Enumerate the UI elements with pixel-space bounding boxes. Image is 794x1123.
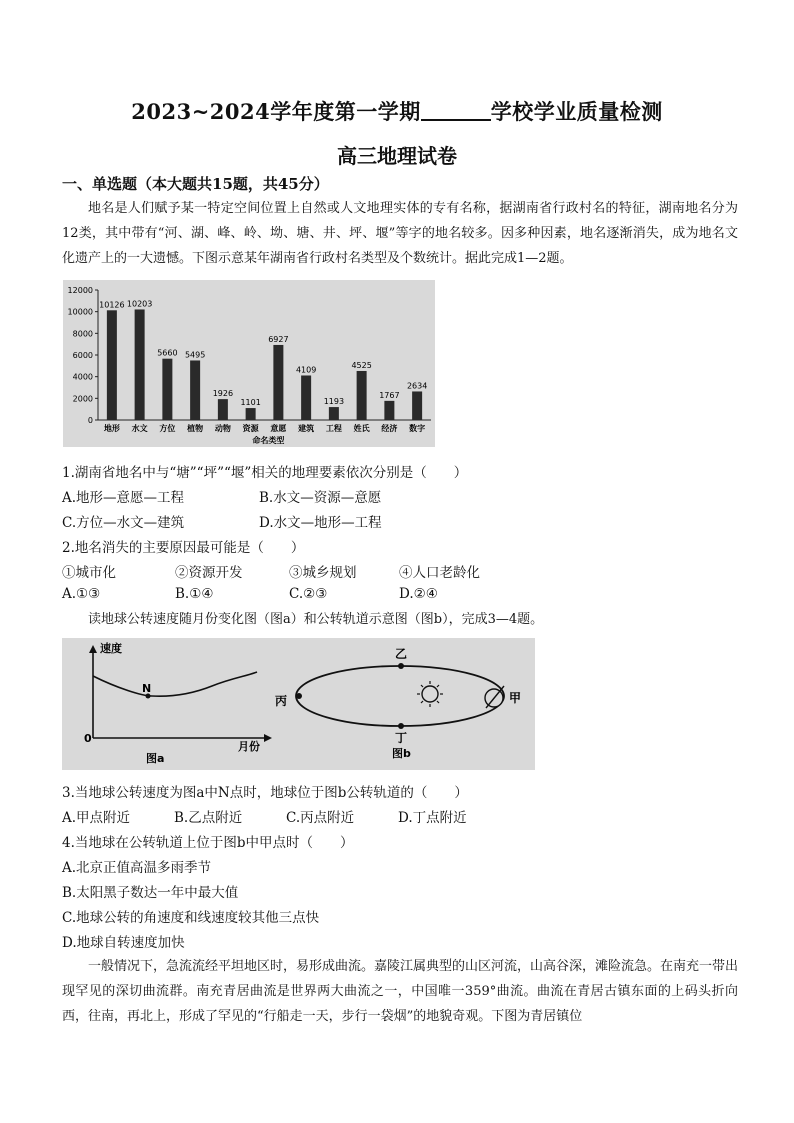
fig-a-origin: 0 bbox=[84, 732, 92, 745]
category-label: 数字 bbox=[409, 424, 426, 433]
q3-option-c[interactable]: C.丙点附近 bbox=[286, 810, 355, 826]
bar-value-label: 1926 bbox=[212, 389, 234, 399]
q2-option-a[interactable]: A.①③ bbox=[62, 586, 101, 602]
fig-b-caption: 图b bbox=[392, 747, 411, 760]
category-label: 资源 bbox=[242, 424, 259, 433]
q1-option-b[interactable]: B.水文—资源—意愿 bbox=[259, 490, 382, 506]
orbit-diagram bbox=[62, 638, 535, 770]
bar bbox=[384, 401, 394, 420]
fig-a-caption: 图a bbox=[146, 752, 165, 765]
q2-item-2: ②资源开发 bbox=[175, 565, 243, 581]
q4-option-b[interactable]: B.太阳黑子数达一年中最大值 bbox=[62, 885, 239, 901]
bar-value-label: 4525 bbox=[351, 360, 372, 370]
bar bbox=[107, 310, 117, 420]
category-label: 水文 bbox=[131, 424, 148, 433]
q1-stem: 1.湖南省地名中与“塘”“坪”“堰”相关的地理要素依次分别是（ ） bbox=[62, 465, 468, 481]
y-tick-label: 6000 bbox=[72, 351, 93, 360]
q4-option-d[interactable]: D.地球自转速度加快 bbox=[62, 935, 185, 951]
bar-value-label: 10126 bbox=[99, 300, 125, 310]
bar-value-label: 2634 bbox=[406, 381, 428, 391]
fig-b-label-bing: 丙 bbox=[275, 694, 288, 708]
bar-value-label: 10203 bbox=[126, 299, 153, 309]
q2-stem: 2.地名消失的主要原因最可能是（ ） bbox=[62, 540, 305, 556]
fig-a-speed-curve bbox=[93, 672, 257, 696]
fig-b-point-bing bbox=[296, 693, 302, 699]
fig-a-x-arrow bbox=[264, 734, 272, 742]
bar bbox=[329, 407, 339, 420]
y-tick-label: 10000 bbox=[67, 307, 93, 317]
q1-option-d[interactable]: D.水文—地形—工程 bbox=[259, 515, 382, 531]
fig-b-point-ding bbox=[398, 723, 404, 729]
bar bbox=[301, 375, 311, 420]
category-label: 建筑 bbox=[298, 424, 315, 433]
bar-value-label: 4109 bbox=[295, 365, 317, 375]
school-name-blank bbox=[421, 101, 491, 121]
bar bbox=[357, 371, 367, 420]
q3-option-a[interactable]: A.甲点附近 bbox=[62, 810, 131, 826]
title-part2: 学校学业质量检测 bbox=[490, 99, 663, 124]
bar-value-label: 1101 bbox=[240, 398, 261, 408]
y-tick-label: 2000 bbox=[72, 394, 93, 404]
q2-item-3: ③城乡规划 bbox=[289, 565, 357, 581]
bar-value-label: 1193 bbox=[323, 397, 345, 407]
category-label: 方位 bbox=[159, 424, 176, 433]
section-heading: 一、单选题（本大题共15题，共45分） bbox=[62, 175, 329, 193]
q3-option-b[interactable]: B.乙点附近 bbox=[174, 810, 243, 826]
passage-3: 一般情况下，急流流经平坦地区时，易形成曲流。嘉陵江属典型的山区河流，山高谷深，滩险流急。在南充一带出现罕见的深切曲流群。南充青居曲流是世界两大曲流之一，中国唯一359°曲流。曲流在青居古镇东面的上码头折向西，往南，再北上，形成了罕见的“行船走一天，步行一袋烟”的地貌奇观。下图为青居镇位 bbox=[62, 959, 739, 1024]
x-axis-label: 命名类型 bbox=[252, 436, 285, 445]
fig-a-n-label: N bbox=[142, 682, 152, 695]
category-label: 地形 bbox=[103, 424, 120, 433]
bar bbox=[218, 399, 228, 420]
bar-value-label: 1767 bbox=[379, 390, 400, 400]
bar bbox=[273, 345, 283, 420]
category-label: 植物 bbox=[187, 424, 204, 433]
bar bbox=[190, 360, 200, 420]
bar bbox=[246, 408, 256, 420]
passage-1: 地名是人们赋予某一特定空间位置上自然或人文地理实体的专有名称，据湖南省行政村名的特征，湖南地名分为12类，其中带有“河、湖、峰、岭、坳、塘、井、坪、堰”等字的地名较多。因多种因素，地名逐渐消失，成为地名文化遗产上的一大遗憾。下图示意某年湖南省行政村名类型及个数统计。据此完成1—2题。 bbox=[62, 201, 738, 266]
passage-2: 读地球公转速度随月份变化图（图a）和公转轨道示意图（图b），完成3—4题。 bbox=[88, 612, 544, 627]
title-part1: 2023~2024学年度第一学期 bbox=[131, 99, 421, 124]
fig-a-x-label: 月份 bbox=[238, 740, 260, 753]
fig-a-y-label: 速度 bbox=[100, 642, 122, 655]
exam-subtitle: 高三地理试卷 bbox=[337, 144, 457, 168]
y-tick-label: 4000 bbox=[72, 372, 93, 382]
category-label: 意愿 bbox=[270, 424, 287, 433]
fig-b-label-ding: 丁 bbox=[395, 731, 408, 745]
q2-item-1: ①城市化 bbox=[62, 565, 116, 581]
fig-a-y-arrow bbox=[89, 645, 97, 653]
y-tick-label: 0 bbox=[87, 416, 93, 425]
category-label: 经济 bbox=[381, 424, 398, 433]
q4-option-c[interactable]: C.地球公转的角速度和线速度较其他三点快 bbox=[62, 910, 320, 926]
sun-icon bbox=[422, 686, 438, 702]
bar-chart bbox=[63, 280, 435, 447]
y-tick-label: 8000 bbox=[72, 329, 93, 339]
q3-option-d[interactable]: D.丁点附近 bbox=[398, 810, 467, 826]
q2-option-b[interactable]: B.①④ bbox=[175, 586, 214, 602]
q1-option-a[interactable]: A.地形—意愿—工程 bbox=[62, 490, 185, 506]
fig-b-point-yi bbox=[398, 663, 404, 669]
category-label: 动物 bbox=[214, 424, 231, 433]
q2-option-c[interactable]: C.②③ bbox=[289, 586, 328, 602]
bar-value-label: 5660 bbox=[157, 348, 178, 358]
bar bbox=[162, 359, 172, 420]
q2-item-4: ④人口老龄化 bbox=[399, 565, 480, 581]
bar-chart-figure bbox=[63, 280, 435, 447]
sun-rays-icon bbox=[417, 681, 443, 707]
orbit-figure bbox=[62, 638, 535, 770]
bar bbox=[412, 391, 422, 420]
fig-b-label-yi: 乙 bbox=[395, 647, 408, 661]
q2-option-d[interactable]: D.②④ bbox=[399, 586, 438, 602]
fig-b-label-jia: 甲 bbox=[509, 691, 522, 705]
y-tick-label: 12000 bbox=[67, 286, 93, 295]
q1-option-c[interactable]: C.方位—水文—建筑 bbox=[62, 515, 185, 531]
exam-title bbox=[0, 96, 794, 126]
fig-b-orbit bbox=[296, 666, 504, 726]
q4-stem: 4.当地球在公转轨道上位于图b中甲点时（ ） bbox=[62, 835, 354, 851]
category-label: 姓氏 bbox=[353, 424, 370, 433]
bar-value-label: 5495 bbox=[184, 350, 206, 360]
bar bbox=[135, 309, 145, 420]
q3-stem: 3.当地球公转速度为图a中N点时，地球位于图b公转轨道的（ ） bbox=[62, 785, 468, 801]
q4-option-a[interactable]: A.北京正值高温多雨季节 bbox=[62, 860, 212, 876]
category-label: 工程 bbox=[325, 424, 342, 433]
bar-value-label: 6927 bbox=[268, 334, 289, 344]
